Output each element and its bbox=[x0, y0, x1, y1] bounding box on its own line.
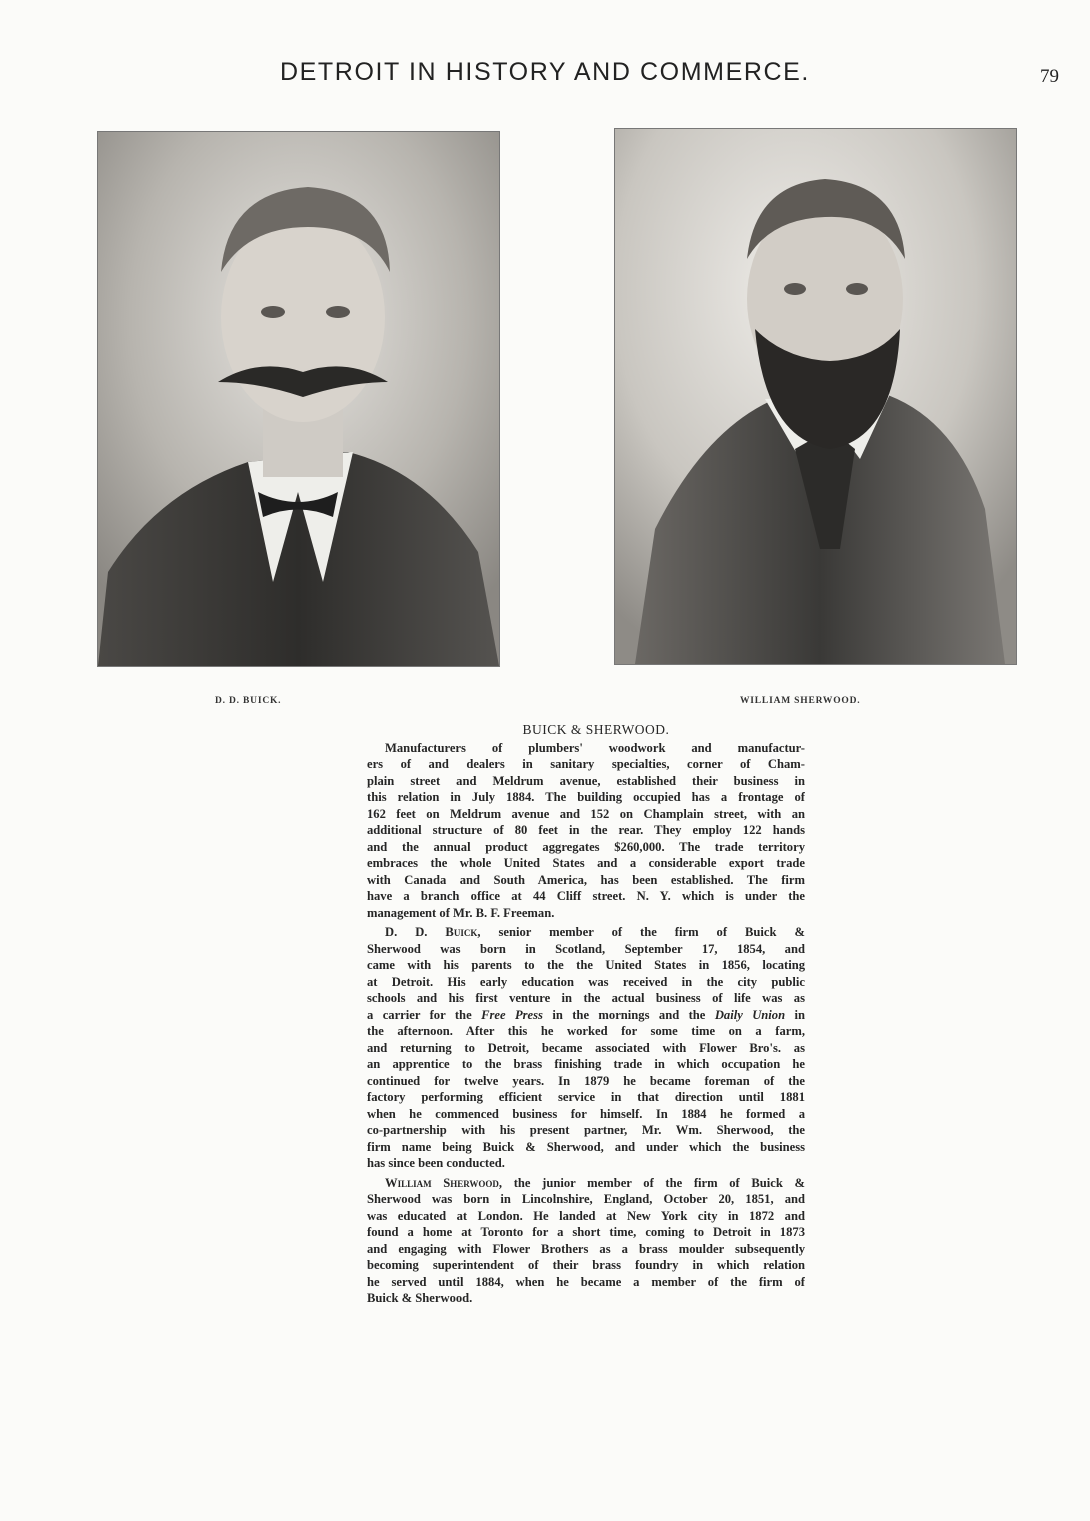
text-line: at Detroit. His early education was received in the city public bbox=[367, 974, 805, 989]
text-line bbox=[367, 924, 805, 941]
text-line: becoming superintendent of their brass foundry in which relation bbox=[367, 1258, 805, 1272]
portrait-photo-buick bbox=[97, 131, 500, 667]
text-line: Sherwood was born in Lincolnshire, England, October 20, 1851, and bbox=[367, 1192, 805, 1206]
text-line: and engaging with Flower Brothers as a brass moulder subsequently bbox=[367, 1241, 805, 1256]
text-line: factory performing efficient service in that direction until 1881 bbox=[367, 1090, 805, 1104]
text-line: has since been conducted. bbox=[367, 1156, 505, 1170]
text-line: with Canada and South America, has been established. The firm bbox=[367, 872, 805, 887]
text-line: schools and his first venture in the actual business of life was as bbox=[367, 991, 805, 1005]
text-line: found a home at Toronto for a short time, coming to Detroit in 1873 bbox=[367, 1225, 805, 1239]
text-line: when he commenced business for himself. In 1884 he formed a bbox=[367, 1106, 805, 1121]
article-buick-sherwood bbox=[367, 722, 805, 1310]
person-name: D. D. Buick, bbox=[385, 925, 481, 939]
text-span: in bbox=[785, 1007, 805, 1022]
text-line: the afternoon. After this he worked for some time on a farm, bbox=[367, 1024, 805, 1038]
text-line: an apprentice to the brass finishing trade in which occupation he bbox=[367, 1057, 805, 1071]
portrait-caption-sherwood: WILLIAM SHERWOOD. bbox=[740, 696, 861, 706]
portrait-photo-sherwood bbox=[614, 128, 1017, 665]
text-line: management of Mr. B. F. Freeman. bbox=[367, 905, 555, 920]
text-span: in the mornings and the bbox=[542, 1007, 715, 1022]
text-line: firm name being Buick & Sherwood, and under which the business bbox=[367, 1139, 805, 1154]
text-line: have a branch office at 44 Cliff street. N. Y. which is under the bbox=[367, 889, 805, 903]
article-title: BUICK & SHERWOOD. bbox=[522, 722, 670, 737]
text-line: plain street and Meldrum avenue, established their business in bbox=[367, 773, 805, 788]
text-line: was educated at London. He landed at New York city in 1872 and bbox=[367, 1208, 805, 1223]
text-line bbox=[367, 1007, 805, 1024]
text-line: came with his parents to the the United States in 1856, locating bbox=[367, 958, 805, 972]
page-number: 79 bbox=[1040, 66, 1059, 87]
text-line: Manufacturers of plumbers' woodwork and manufactur- bbox=[385, 740, 805, 755]
paragraph-sherwood-bio bbox=[367, 1175, 805, 1307]
person-name: William Sherwood, bbox=[385, 1175, 503, 1190]
text-line: and the annual product aggregates $260,000. The trade territory bbox=[367, 839, 805, 854]
text-line: embraces the whole United States and a considerable export trade bbox=[367, 856, 805, 870]
text-line: ers of and dealers in sanitary specialties, corner of Cham- bbox=[367, 757, 805, 771]
portrait-caption-buick: D. D. BUICK. bbox=[215, 696, 282, 706]
text-line: this relation in July 1884. The building occupied has a frontage of bbox=[367, 790, 805, 804]
text-span: senior member of the firm of Buick & bbox=[480, 925, 805, 939]
text-line: and returning to Detroit, became associated with Flower Bro's. as bbox=[367, 1040, 805, 1055]
text-span: the junior member of the firm of Buick & bbox=[502, 1175, 805, 1190]
text-line bbox=[367, 1175, 805, 1192]
paragraph-company bbox=[367, 740, 805, 922]
text-line: he served until 1884, when he became a member of the firm of bbox=[367, 1274, 805, 1289]
text-line: continued for twelve years. In 1879 he became foreman of the bbox=[367, 1073, 805, 1088]
text-span: a carrier for the bbox=[367, 1007, 482, 1022]
text-line: co-partnership with his present partner, Mr. Wm. Sherwood, the bbox=[367, 1123, 805, 1137]
paragraph-buick-bio bbox=[367, 924, 805, 1172]
text-line: Buick & Sherwood. bbox=[367, 1291, 473, 1305]
newspaper-title: Free Press bbox=[481, 1007, 543, 1022]
text-line: 162 feet on Meldrum avenue and 152 on Champlain street, with an bbox=[367, 806, 805, 821]
text-line: additional structure of 80 feet in the rear. They employ 122 hands bbox=[367, 823, 805, 837]
text-line: Sherwood was born in Scotland, September 17, 1854, and bbox=[367, 941, 805, 956]
running-header: DETROIT IN HISTORY AND COMMERCE. bbox=[280, 58, 810, 86]
newspaper-title: Daily Union bbox=[714, 1007, 786, 1022]
